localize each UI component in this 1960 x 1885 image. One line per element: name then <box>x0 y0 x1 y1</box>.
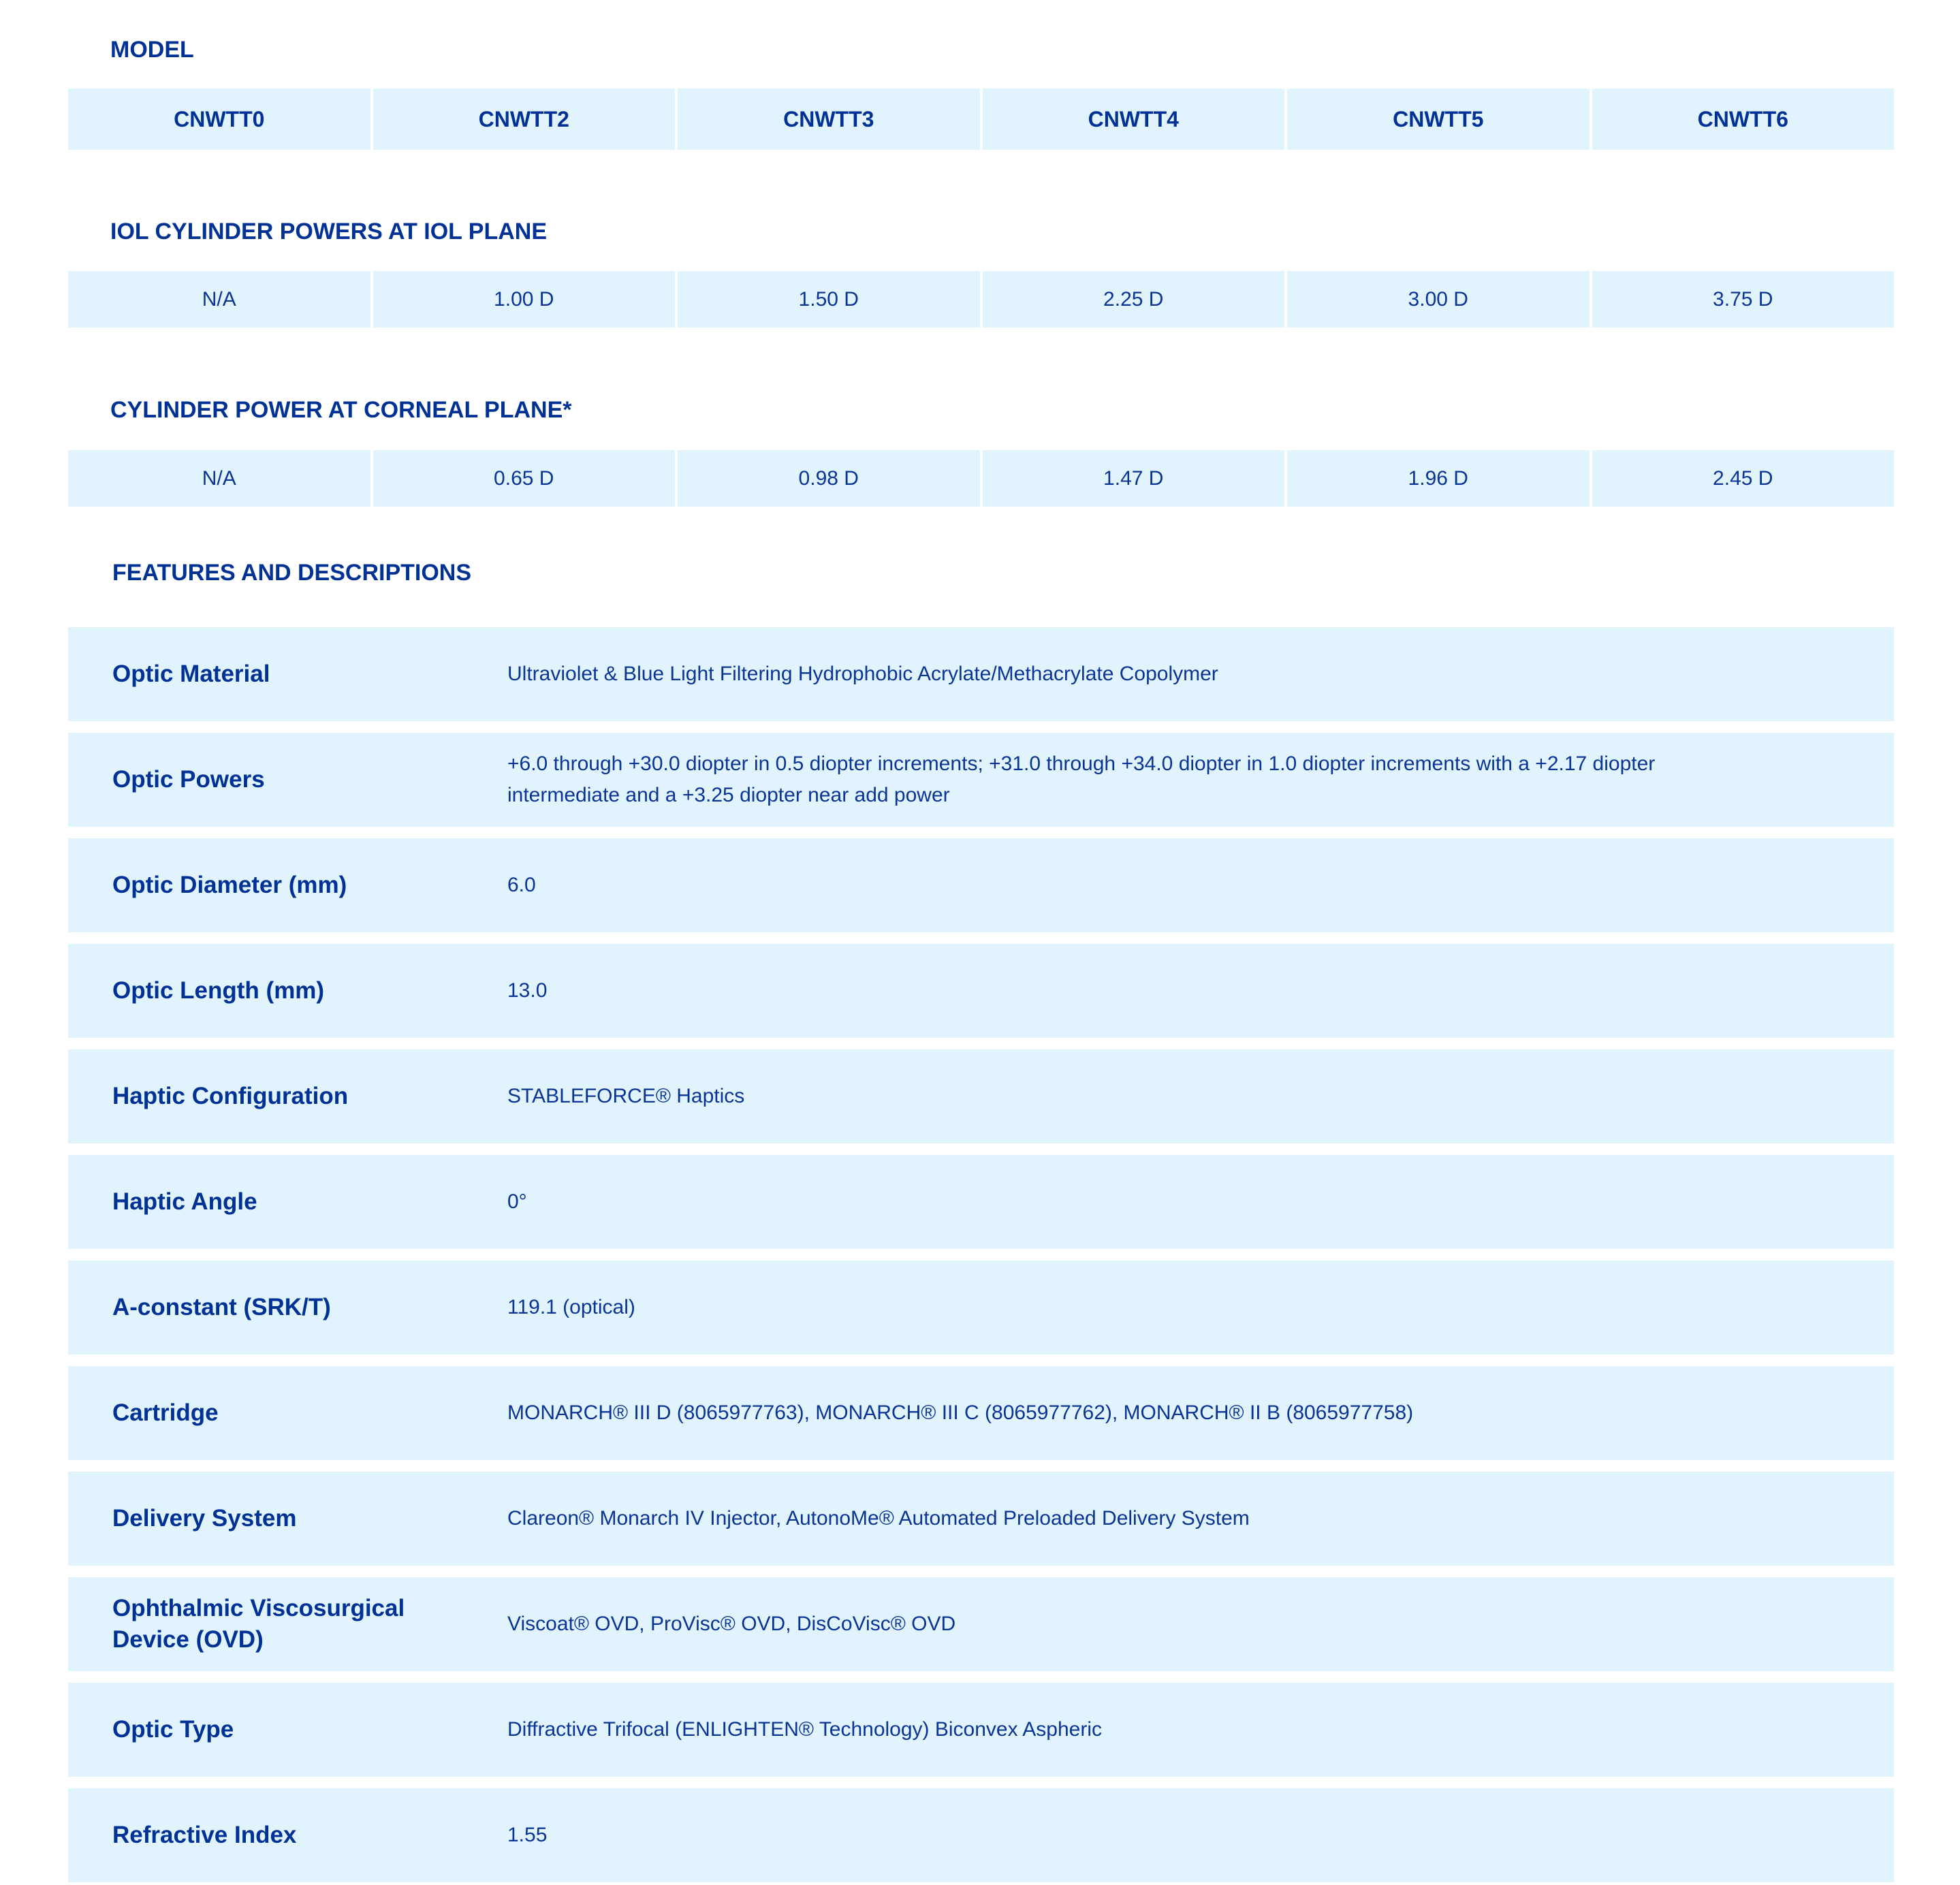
model-cell: CNWTT6 <box>1592 89 1895 150</box>
feature-value: 1.55 <box>507 1824 548 1846</box>
iol-cylinder-cell: 2.25 D <box>983 271 1285 328</box>
feature-label: A-constant (SRK/T) <box>112 1294 331 1320</box>
feature-label: Optic Length (mm) <box>112 977 325 1004</box>
model-cell: CNWTT5 <box>1287 89 1590 150</box>
iol-cylinder-cell: N/A <box>68 271 370 328</box>
corneal-cylinder-cell: 2.45 D <box>1592 450 1895 507</box>
feature-row <box>68 1788 1894 1882</box>
feature-value: 119.1 (optical) <box>507 1296 635 1318</box>
feature-label: Haptic Angle <box>112 1188 257 1215</box>
feature-row <box>68 1683 1894 1777</box>
iol-cylinder-row <box>68 271 1894 328</box>
feature-label: Optic Powers <box>112 766 265 793</box>
model-cell: CNWTT3 <box>678 89 980 150</box>
feature-row <box>68 1577 1894 1671</box>
corneal-cylinder-heading: CYLINDER POWER AT CORNEAL PLANE* <box>110 397 572 423</box>
feature-label: Optic Diameter (mm) <box>112 872 347 898</box>
feature-value: 6.0 <box>507 874 536 896</box>
model-cell: CNWTT2 <box>373 89 676 150</box>
iol-cylinder-heading: IOL CYLINDER POWERS AT IOL PLANE <box>110 219 548 244</box>
feature-row <box>68 1049 1894 1143</box>
feature-value: Viscoat® OVD, ProVisc® OVD, DisCoVisc® OVD <box>507 1613 956 1635</box>
iol-cylinder-cell: 1.00 D <box>373 271 676 328</box>
feature-value: +6.0 through +30.0 diopter in 0.5 diopter increments; +31.0 through +34.0 diopter in 1.0 diopter increments with a +2.17 diopter intermediate and a +3.25 diopter near add power <box>507 753 1656 806</box>
feature-label: Optic Type <box>112 1716 234 1743</box>
model-row <box>68 89 1894 150</box>
model-heading: MODEL <box>110 37 194 63</box>
corneal-cylinder-cell: 0.98 D <box>678 450 980 507</box>
feature-label: Haptic Configuration <box>112 1083 349 1109</box>
feature-value: Clareon® Monarch IV Injector, AutonoMe® Automated Preloaded Delivery System <box>507 1507 1250 1530</box>
iol-cylinder-cell: 3.00 D <box>1287 271 1590 328</box>
feature-value: Diffractive Trifocal (ENLIGHTEN® Technology) Biconvex Aspheric <box>507 1718 1102 1741</box>
feature-value: Ultraviolet & Blue Light Filtering Hydrophobic Acrylate/Methacrylate Copolymer <box>507 663 1218 685</box>
feature-label: Delivery System <box>112 1505 297 1532</box>
feature-label: Optic Material <box>112 661 270 687</box>
feature-label: Cartridge <box>112 1399 219 1426</box>
feature-row <box>68 838 1894 932</box>
feature-value: STABLEFORCE® Haptics <box>507 1085 745 1107</box>
feature-row <box>68 1261 1894 1355</box>
feature-value: MONARCH® III D (8065977763), MONARCH® III C (8065977762), MONARCH® II B (8065977758) <box>507 1401 1414 1424</box>
corneal-cylinder-cell: 1.96 D <box>1287 450 1590 507</box>
iol-cylinder-cell: 3.75 D <box>1592 271 1895 328</box>
feature-row <box>68 733 1894 827</box>
features-heading: FEATURES AND DESCRIPTIONS <box>112 560 472 586</box>
feature-value: 0° <box>507 1190 527 1213</box>
feature-row <box>68 944 1894 1038</box>
feature-label: Refractive Index <box>112 1822 297 1848</box>
corneal-cylinder-cell: 0.65 D <box>373 450 676 507</box>
corneal-cylinder-row <box>68 450 1894 507</box>
feature-row <box>68 627 1894 721</box>
corneal-cylinder-cell: 1.47 D <box>983 450 1285 507</box>
feature-label: Ophthalmic Viscosurgical Device (OVD) <box>112 1595 405 1653</box>
feature-row <box>68 1472 1894 1566</box>
corneal-cylinder-cell: N/A <box>68 450 370 507</box>
model-cell: CNWTT0 <box>68 89 370 150</box>
feature-row <box>68 1366 1894 1460</box>
model-cell: CNWTT4 <box>983 89 1285 150</box>
feature-value: 13.0 <box>507 979 548 1002</box>
feature-row <box>68 1155 1894 1249</box>
iol-cylinder-cell: 1.50 D <box>678 271 980 328</box>
